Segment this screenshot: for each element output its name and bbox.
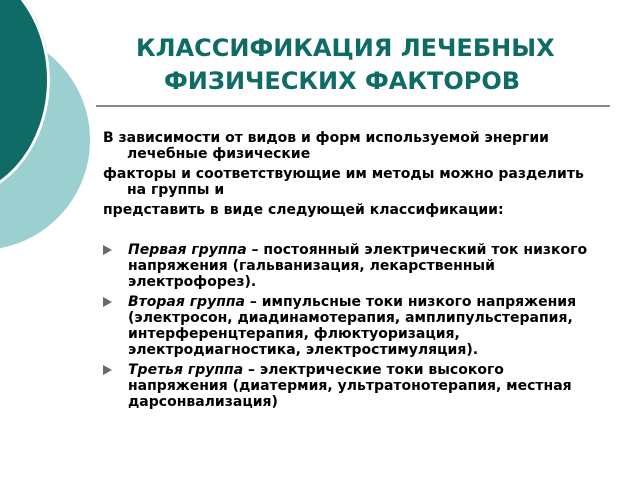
title-divider — [96, 105, 610, 107]
intro-paragraph: В зависимости от видов и форм используемой энергии лечебные физические — [103, 130, 549, 162]
slide-title — [100, 32, 620, 98]
group-separator: – — [243, 362, 260, 378]
group-list — [103, 242, 603, 414]
group-item-third — [103, 362, 603, 410]
triangle-bullet-icon — [103, 245, 112, 255]
group-description: электрические токи высокого напряжения (диатермия, ультратонотерапия, местная дарсонвализация) — [128, 362, 572, 410]
group-item-second — [103, 294, 603, 358]
triangle-bullet-icon — [103, 365, 112, 375]
intro-text — [103, 130, 603, 222]
slide-title-line1: КЛАССИФИКАЦИЯ ЛЕЧЕБНЫХ — [136, 34, 555, 62]
group-name: Третья группа — [128, 362, 244, 378]
group-separator: – — [246, 242, 264, 258]
group-description: импульсные токи низкого напряжения (электросон, диадинамотерапия, амплипульстерапия, интерференцтерапия, флюктуоризация, электродиагностика, электростимуляция). — [128, 294, 577, 358]
slide-title-line2: ФИЗИЧЕСКИХ ФАКТОРОВ — [164, 67, 521, 95]
intro-paragraph: представить в виде следующей классификации: — [103, 202, 504, 218]
triangle-bullet-icon — [103, 297, 112, 307]
group-item-first — [103, 242, 603, 290]
group-separator: – — [245, 294, 262, 310]
group-name: Первая группа — [128, 242, 247, 258]
intro-paragraph: факторы и соответствующие им методы можно разделить на группы и — [103, 166, 584, 198]
group-description: постоянный электрический ток низкого напряжения (гальванизация, лекарственный электрофорез). — [128, 242, 588, 290]
group-name: Вторая группа — [128, 294, 245, 310]
